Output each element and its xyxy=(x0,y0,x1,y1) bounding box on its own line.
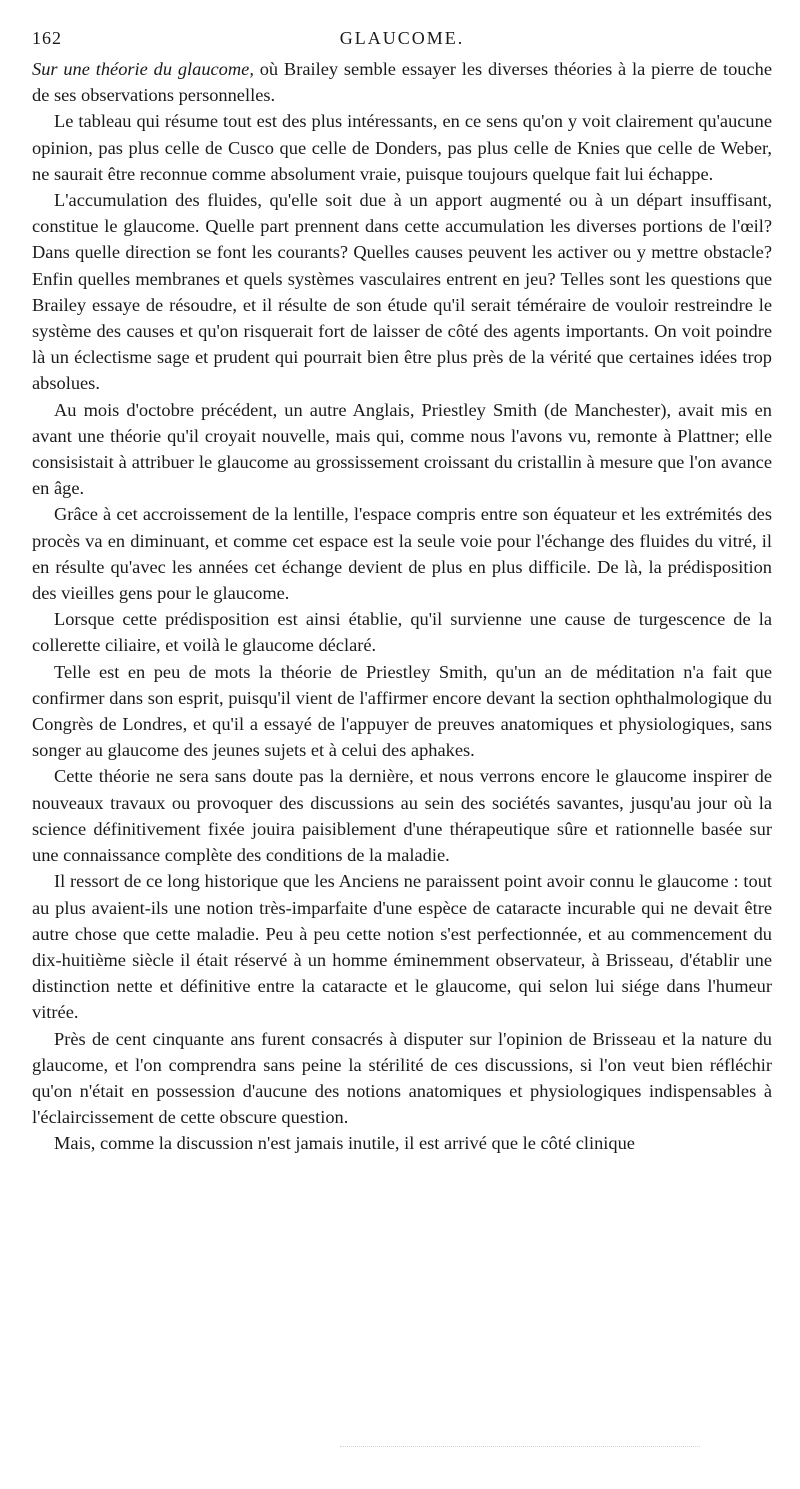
italic-title-reference: Sur une théorie du glaucome, xyxy=(32,59,254,79)
running-title: GLAUCOME. xyxy=(339,28,465,48)
paragraph: Cette théorie ne sera sans doute pas la dernière, et nous verrons encore le glaucome inspirer de nouveaux travaux ou provoquer des discussions au sein des sociétés savantes, jusqu'au jour où la science définitivement fixée jouira paisiblement d'une thérapeutique sûre et rationnelle basée sur une connaissance complète des conditions de la maladie. xyxy=(32,766,772,866)
paragraph: Au mois d'octobre précédent, un autre Anglais, Priestley Smith (de Manchester), avait mis en avant une théorie qu'il croyait nouvelle, mais qui, comme nous l'avons vu, remonte à Plattner; elle consisistait à attribuer le glaucome au grossissement croissant du cristallin à mesure que l'on avance en âge. xyxy=(32,399,772,499)
page-number: 162 xyxy=(32,28,62,48)
book-page xyxy=(32,28,772,1157)
paragraph: Grâce à cet accroissement de la lentille, l'espace compris entre son équateur et les extrémités des procès va en diminuant, et comme cet espace est la seule voie pour l'échange des fluides du vitré, il en résulte qu'avec les années cet échange devient de plus en plus difficile. De là, la prédisposition des vieilles gens pour le glaucome. xyxy=(32,504,772,604)
page-header xyxy=(32,28,772,56)
scan-artifact-marks xyxy=(340,1446,700,1449)
body-text xyxy=(32,56,772,1157)
paragraph: Il ressort de ce long historique que les Anciens ne paraissent point avoir connu le glaucome : tout au plus avaient-ils une notion très-imparfaite d'une espèce de cataracte incurable qui ne devait être autre chose que cette maladie. Peu à peu cette notion s'est perfectionnée, et au commencement du dix-huitième siècle il était réservé à un homme éminemment observateur, à Brisseau, d'établir une distinction nette et définitive entre la cataracte et le glaucome, qui selon lui siége dans l'humeur vitrée. xyxy=(32,871,772,1023)
paragraph: Le tableau qui résume tout est des plus intéressants, en ce sens qu'on y voit clairement qu'aucune opinion, pas plus celle de Cusco que celle de Donders, pas plus celle de Knies que celle de Weber, ne saurait être reconnue comme absolument vraie, puisque toujours quelque fait lui échappe. xyxy=(32,111,772,184)
paragraph: Telle est en peu de mots la théorie de Priestley Smith, qu'un an de méditation n'a fait que confirmer dans son esprit, puisqu'il vient de l'affirmer encore devant la section ophthalmologique du Congrès de Londres, et qu'il a essayé de l'appuyer de preuves anatomiques et physiologiques, sans songer au glaucome des jeunes sujets et à celui des aphakes. xyxy=(32,661,772,761)
paragraph: Près de cent cinquante ans furent consacrés à disputer sur l'opinion de Brisseau et la nature du glaucome, et l'on comprendra sans peine la stérilité de ces discussions, si l'on veut bien réfléchir qu'on n'était en possession d'aucune des notions anatomiques et physiologiques indispensables à l'éclaircissement de cette obscure question. xyxy=(32,1028,772,1128)
paragraph xyxy=(32,56,772,108)
paragraph: Lorsque cette prédisposition est ainsi établie, qu'il survienne une cause de turgescence de la collerette ciliaire, et voilà le glaucome déclaré. xyxy=(32,609,772,656)
paragraph-continued: Mais, comme la discussion n'est jamais inutile, il est arrivé que le côté clinique xyxy=(54,1133,635,1154)
paragraph-text: où Brailey semble essayer les diverses théories à la pierre de touche de ses observations personnelles. xyxy=(32,59,772,106)
paragraph: L'accumulation des fluides, qu'elle soit due à un apport augmenté ou à un départ insuffisant, constitue le glaucome. Quelle part prennent dans cette accumulation les diverses portions de l'œil? Dans quelle direction se font les courants? Quelles causes peuvent les activer ou y mettre obstacle? Enfin quelles membranes et quels systèmes vasculaires entrent en jeu? Telles sont les questions que Brailey essaye de résoudre, et il résulte de son étude qu'il serait téméraire de vouloir restreindre le système des causes et qu'on risquerait fort de laisser de côté des agents importants. On voit poindre là un éclectisme sage et prudent qui pourrait bien être plus près de la vérité que certaines idées trop absolues. xyxy=(32,190,772,394)
